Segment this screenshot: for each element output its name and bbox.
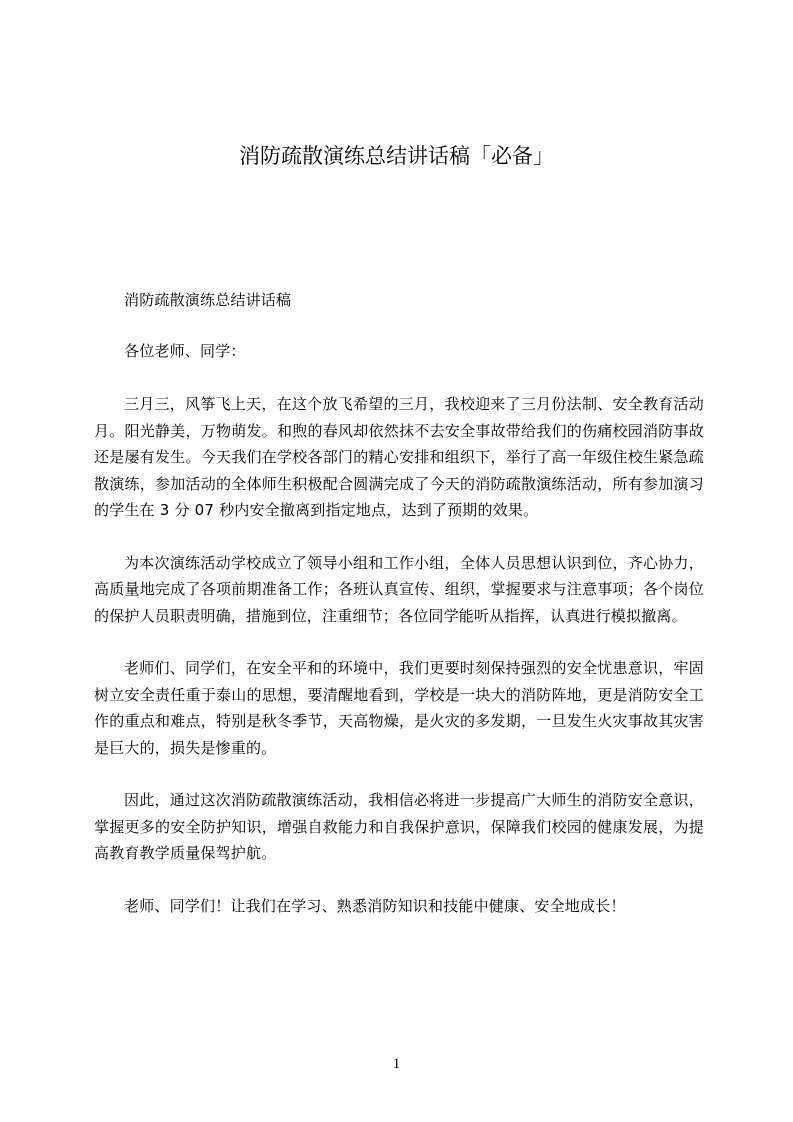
document-body [94, 287, 704, 945]
greeting: 各位老师、同学： [124, 341, 246, 360]
speech-heading: 消防疏散演练总结讲话稿 [124, 291, 292, 309]
page-title: 消防疏散演练总结讲话稿「必备」 [239, 144, 554, 168]
paragraph-2: 为本次演练活动学校成立了领导小组和工作小组，全体人员思想认识到位，齐心协力，高质量地完成了各项前期准备工作；各班认真宣传、组织，掌握要求与注意事项；各个岗位的保护人员职责明确，措施到位，注重细节；各位同学能听从指挥，认真进行模拟撤离。 [94, 553, 704, 625]
paragraph-1: 三月三，风筝飞上天，在这个放飞希望的三月，我校迎来了三月份法制、安全教育活动月。阳光静美，万物萌发。和煦的春风却依然抹不去安全事故带给我们的伤痛校园消防事故还是屡有发生。今天我们在学校各部门的精心安排和组织下，举行了高一年级住校生紧急疏散演练，参加活动的全体师生积极配合圆满完成了今天的消防疏散演练活动，所有参加演习的学生在 3 分 07 秒内安全撤离到指定地点，达到了预期的效果。 [94, 395, 704, 519]
closing-line: 老师、同学们！让我们在学习、熟悉消防知识和技能中健康、安全地成长！ [124, 896, 626, 915]
page-number: 1 [392, 1056, 401, 1072]
paragraph-4: 因此，通过这次消防疏散演练活动，我相信必将进一步提高广大师生的消防安全意识，掌握更多的安全防护知识，增强自救能力和自我保护意识，保障我们校园的健康发展，为提高教育教学质量保驾护航。 [94, 791, 704, 862]
paragraph-3: 老师们、同学们，在安全平和的环境中，我们更要时刻保持强烈的安全忧患意识，牢固树立安全责任重于泰山的思想，要清醒地看到，学校是一块大的消防阵地，更是消防安全工作的重点和难点，特别是秋冬季节，天高物燥，是火灾的多发期，一旦发生火灾事故其灾害是巨大的，损失是惨重的。 [94, 659, 704, 757]
